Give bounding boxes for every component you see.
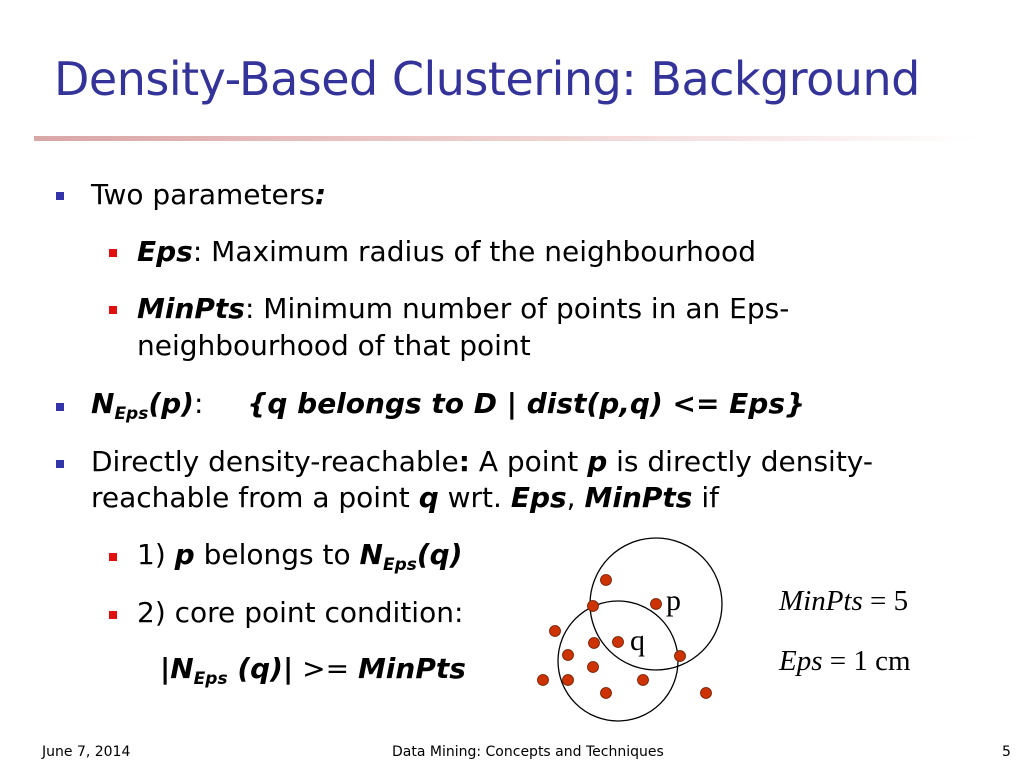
label-q: q (630, 624, 645, 657)
neps-n: N (170, 652, 194, 685)
data-point (563, 650, 574, 661)
bullet-colon: : (314, 178, 327, 211)
neps-n: N (91, 387, 115, 420)
ddr-text: wrt. (438, 481, 511, 514)
minpts-value (779, 584, 908, 618)
ddr-text: A point (469, 445, 588, 478)
data-point (701, 688, 712, 699)
abs-bar-left: | (160, 652, 171, 685)
data-point (638, 675, 649, 686)
data-point (550, 626, 561, 637)
data-point-p (651, 599, 662, 610)
ddr-text: reachable from a point (91, 481, 419, 514)
minpts-variable: MinPts (779, 585, 863, 617)
data-point (588, 601, 599, 612)
ddr-minpts: MinPts (584, 481, 693, 514)
condition-1-text: belongs to (194, 538, 360, 571)
neps-arg: (q) (227, 652, 283, 685)
data-point (589, 638, 600, 649)
neps-subscript: Eps (193, 669, 228, 689)
footer-date: June 7, 2014 (42, 744, 131, 760)
eps-equals: = 1 cm (822, 645, 911, 677)
data-point (588, 662, 599, 673)
ddr-text: is directly density- (607, 445, 873, 478)
ddr-term: Directly density-reachable (91, 445, 459, 478)
ddr-q: q (418, 481, 439, 514)
formula-minpts: MinPts (357, 652, 466, 685)
neighbourhood-circle-q (558, 601, 678, 721)
data-point (601, 688, 612, 699)
neps-arg: (p) (148, 387, 194, 420)
neps-n: N (359, 538, 383, 571)
neps-arg: (q) (416, 538, 463, 571)
data-point (601, 575, 612, 586)
ddr-comma: , (566, 481, 585, 514)
minpts-equals: = 5 (862, 585, 909, 617)
neps-colon: : (193, 387, 204, 420)
slide-title: Density-Based Clustering: Background (54, 52, 920, 106)
condition-1-p: p (174, 538, 195, 571)
label-p: p (666, 584, 681, 617)
bullet-text: Two parameters (91, 178, 315, 211)
eps-variable: Eps (779, 645, 823, 677)
ddr-eps: Eps (510, 481, 567, 514)
data-point (563, 675, 574, 686)
footer-course: Data Mining: Concepts and Techniques (392, 744, 664, 760)
ddr-colon: : (458, 445, 470, 478)
neps-subscript: Eps (382, 555, 417, 575)
neps-subscript: Eps (114, 404, 149, 424)
minpts-description: : Minimum number of points in an Eps- (244, 292, 790, 325)
sub-bullet-minpts-cont: neighbourhood of that point (137, 329, 531, 362)
ddr-p: p (587, 445, 608, 478)
minpts-term: MinPts (137, 292, 245, 325)
ddr-if: if (692, 481, 719, 514)
data-point (538, 675, 549, 686)
condition-1-number: 1) (137, 538, 175, 571)
eps-description: : Maximum radius of the neighbourhood (192, 235, 756, 268)
condition-2: 2) core point condition: (137, 596, 464, 629)
formula-operator: >= (293, 652, 358, 685)
data-point (675, 651, 686, 662)
eps-term: Eps (137, 235, 193, 268)
neps-set-definition: {q belongs to D | dist(p,q) <= Eps} (247, 387, 805, 420)
abs-bar-right: | (282, 652, 294, 685)
eps-value (779, 644, 911, 678)
data-point-q (613, 637, 624, 648)
footer-page-number: 5 (1002, 744, 1011, 760)
